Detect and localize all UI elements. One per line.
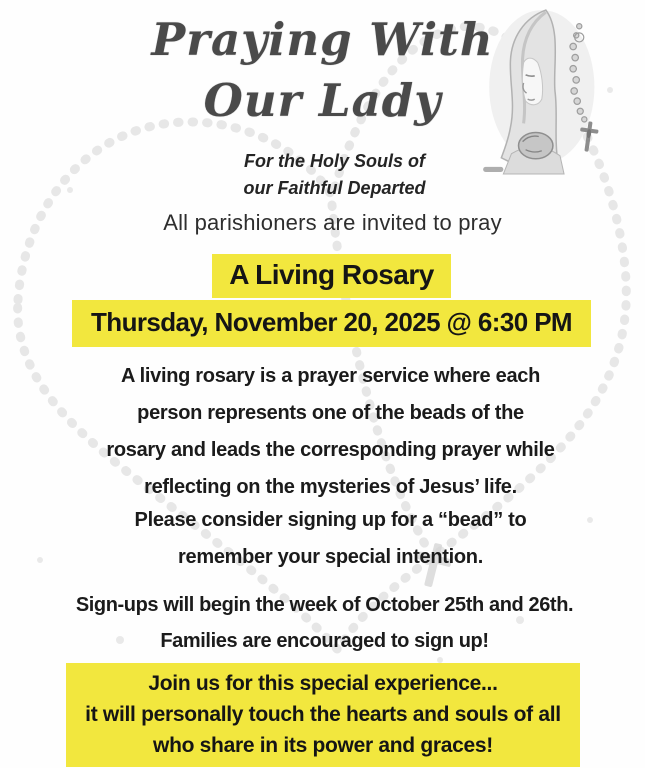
description-paragraph bbox=[8, 358, 645, 506]
signup-info-line-1: Sign-ups will begin the week of October 25th and 26th. bbox=[75, 594, 574, 616]
closing-highlight-block bbox=[66, 663, 580, 767]
signup-request-line-1: Please consider signing up for a “bead” to bbox=[134, 509, 527, 531]
invitation-text: All parishioners are invited to pray bbox=[163, 210, 502, 235]
closing-line-2: it will personally touch the hearts and souls of all bbox=[85, 703, 561, 726]
title-line-2: Our Lady bbox=[203, 74, 442, 127]
event-datetime-highlight: Thursday, November 20, 2025 @ 6:30 PM bbox=[72, 300, 591, 347]
flyer-subtitle bbox=[12, 148, 645, 202]
signup-info-line-2: Families are encouraged to sign up! bbox=[160, 630, 489, 652]
closing-line-3: who share in its power and graces! bbox=[153, 734, 493, 757]
event-name-highlight: A Living Rosary bbox=[212, 254, 451, 298]
flyer-title bbox=[0, 8, 645, 130]
description-line-1: A living rosary is a prayer service where each bbox=[120, 365, 541, 387]
signup-request-line-2: remember your special intention. bbox=[178, 546, 483, 568]
signup-request-paragraph bbox=[8, 502, 645, 576]
description-line-3: rosary and leads the corresponding prayer while bbox=[106, 439, 555, 461]
description-line-4: reflecting on the mysteries of Jesus’ life. bbox=[144, 476, 517, 498]
closing-line-1: Join us for this special experience... bbox=[148, 672, 498, 695]
event-datetime-row bbox=[9, 300, 645, 347]
signup-info-paragraph bbox=[2, 587, 645, 659]
subtitle-line-2: our Faithful Departed bbox=[243, 178, 426, 198]
description-line-2: person represents one of the beads of the bbox=[137, 402, 524, 424]
subtitle-line-1: For the Holy Souls of bbox=[243, 151, 425, 171]
title-line-1: Praying With bbox=[151, 13, 494, 66]
event-name-row bbox=[9, 254, 645, 298]
